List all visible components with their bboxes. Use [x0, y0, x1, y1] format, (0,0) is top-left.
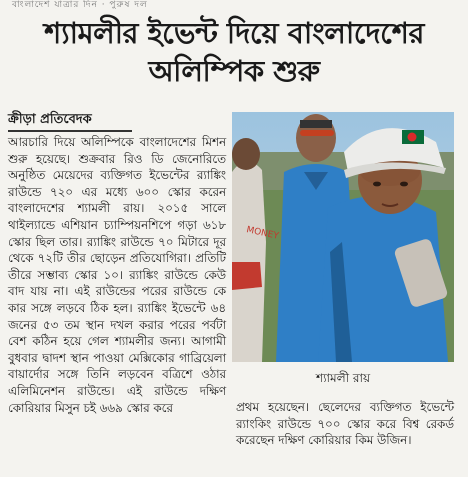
article-photo	[232, 112, 454, 362]
article-body-right: প্রথম হয়েছেন। ছেলেদের ব্যক্তিগত ইভেন্টে র‌্যাংকিং রাউন্ডে ৭০০ স্কোর করে বিশ্ব রেকর্ড করেছেন দক্ষিণ কোরিয়ার কিম উজিন।	[236, 400, 454, 448]
byline: ক্রীড়া প্রতিবেদক	[8, 112, 132, 132]
headline-line-1: শ্যামলীর ইভেন্ট দিয়ে বাংলাদেশের	[44, 16, 424, 50]
top-clipped-text: বাংলাদেশ যাত্রার দিন · পুরুষ দল	[12, 0, 148, 10]
headline-line-2: অলিম্পিক শুরু	[148, 54, 320, 88]
headline	[6, 14, 462, 90]
photo-caption: শ্যামলী রায়	[315, 371, 371, 385]
article-body-left: আরচারি দিয়ে অলিম্পিকে বাংলাদেশের মিশন শুরু হয়েছে। শুক্রবার রিও ডি জেনোরিতে অনুষ্ঠিত মেয়েদের ব্যক্তিগত ইভেন্টের র‌্যাঙ্কিং রাউন্ডে ৭২০ এর মধ্যে ৬০০ স্কোর করেন বাংলাদেশের শ্যামলী রায়। ২০১৫ সালে থাইল্যান্ডে এশিয়ান চ্যাম্পিয়নশিপে গড়া ৬১৮ স্কোর ছিল তার। র‌্যাঙ্কিং রাউন্ডে ৭০ মিটারে দূর থেকে ৭২টি তীর ছোড়েন প্রতিযোগিরা। প্রতিটি তীরে সম্ভাব্য স্কোর ১০। র‌্যাঙ্কিং রাউন্ডে কেউ বাদ যায় না। এই রাউন্ডের পরের রাউন্ডে কে কার সঙ্গে লড়বে ঠিক হল। র‌্যাঙ্কিং ইভেন্টে ৬৪ জনের ৫৩ তম স্থান দখল করার পরের পর্বটা বেশ কঠিন হয়ে গেল শ্যামলীর জন্য। আগামী বুধবার দ্বাদশ স্থান পাওয়া মেক্সিকোর গাব্রিয়েলা বায়ার্দোর সঙ্গে তিনি লড়বেন বত্রিশে ওঠার এলিমিনেশন রাউন্ডে। এই রাউন্ডে দক্ষিণ কোরিয়ার মিসুন চই ৬৬৯ স্কোর করে	[8, 135, 226, 415]
archer-photo-illustration	[232, 112, 454, 362]
cap-text: MONEY	[245, 225, 280, 242]
